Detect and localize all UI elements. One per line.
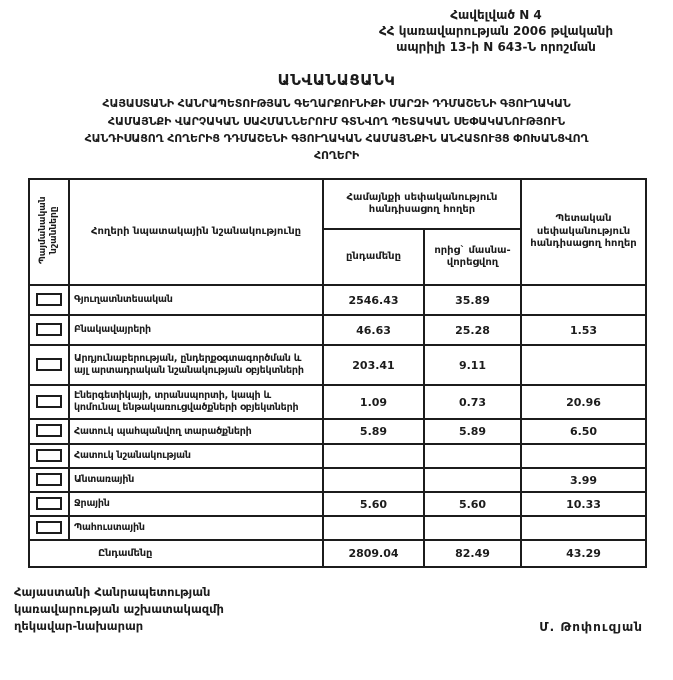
- value-privatized: [424, 516, 521, 540]
- table-row: [29, 492, 646, 516]
- value-state: 20.96: [521, 385, 646, 419]
- value-total: [323, 516, 424, 540]
- annex-reference: [331, 8, 661, 55]
- symbol-cell: [29, 385, 69, 419]
- header-symbols: [29, 179, 69, 286]
- legend-box: [36, 358, 62, 371]
- symbol-cell: [29, 315, 69, 345]
- row-label: Հատուկ նշանակության: [69, 444, 323, 468]
- header-community-group: Համայնքի սեփականություն հանդիսացող հողեր: [323, 179, 521, 230]
- symbol-cell: [29, 444, 69, 468]
- symbol-cell: [29, 516, 69, 540]
- total-row-label: Ընդամենը: [29, 540, 323, 567]
- value-state: [521, 516, 646, 540]
- value-privatized: 25.28: [424, 315, 521, 345]
- value-privatized: 5.60: [424, 492, 521, 516]
- table-row: [29, 468, 646, 492]
- row-label: Ջրային: [69, 492, 323, 516]
- value-state: 1.53: [521, 315, 646, 345]
- signature-name: Մ. Թոփուզյան: [539, 620, 643, 635]
- value-privatized: [424, 468, 521, 492]
- header-purpose: Հողերի նպատակային նշանակությունը: [69, 179, 323, 286]
- total-value-privatized: 82.49: [424, 540, 521, 567]
- subtitle-line: ՀԱՆԴԻՍԱՑՈՂ ՀՈՂԵՐԻՑ ԴԴՄԱՇԵՆԻ ԳՅՈՒՂԱԿԱՆ ՀԱՄԱՅՆՔԻՆ ԱՆՀԱՏՈՒՅՑ ՓՈԽԱՆՑՎՈՂ: [84, 131, 589, 145]
- table-row: [29, 385, 646, 419]
- document-footer: [0, 584, 673, 634]
- symbol-cell: [29, 345, 69, 385]
- value-state: 6.50: [521, 419, 646, 444]
- value-state: 10.33: [521, 492, 646, 516]
- legend-box: [36, 521, 62, 534]
- row-label: Գյուղատնտեսական: [69, 285, 323, 315]
- symbol-cell: [29, 419, 69, 444]
- table-total-row: [29, 540, 646, 567]
- row-label: Հատուկ պահպանվող տարածքների: [69, 419, 323, 444]
- table-row: [29, 419, 646, 444]
- symbol-cell: [29, 285, 69, 315]
- row-label: Պահուստային: [69, 516, 323, 540]
- row-label: Բնակավայրերի: [69, 315, 323, 345]
- table-row: [29, 444, 646, 468]
- value-total: 2546.43: [323, 285, 424, 315]
- value-state: [521, 345, 646, 385]
- value-total: [323, 468, 424, 492]
- subtitle-line: ՀԱՅԱՍՏԱՆԻ ՀԱՆՐԱՊԵՏՈՒԹՅԱՆ ԳԵՂԱՐՔՈՒՆԻՔԻ ՄԱՐԶԻ ԴԴՄԱՇԵՆԻ ԳՅՈՒՂԱԿԱՆ: [102, 97, 571, 111]
- row-label: Էներգետիկայի, տրանսպորտի, կապի և կոմունալ ենթակառուցվածքների օբյեկտների: [69, 385, 323, 419]
- subtitle-line: ՀՈՂԵՐԻ: [313, 148, 360, 162]
- value-privatized: 0.73: [424, 385, 521, 419]
- table-row: [29, 315, 646, 345]
- value-total: 203.41: [323, 345, 424, 385]
- signatory-line: Հայաստանի Հանրապետության: [14, 585, 211, 600]
- document-subtitle: [0, 95, 673, 163]
- value-total: 5.89: [323, 419, 424, 444]
- total-value-state: 43.29: [521, 540, 646, 567]
- annex-line: ապրիլի 13-ի N 643-Ն որոշման: [396, 39, 596, 54]
- legend-box: [36, 293, 62, 306]
- signatory-line: կառավարության աշխատակազմի: [14, 601, 224, 616]
- legend-box: [36, 473, 62, 486]
- header-state: Պետական սեփականություն հանդիսացող հողեր: [521, 179, 646, 286]
- header-privatized: որից` մասնա-վորեցվող: [424, 229, 521, 285]
- table-row: [29, 285, 646, 315]
- land-table: [28, 178, 647, 569]
- value-total: 46.63: [323, 315, 424, 345]
- row-label: Անտառային: [69, 468, 323, 492]
- page-title: ԱՆՎԱՆԱՑԱՆԿ: [277, 71, 396, 90]
- legend-box: [36, 323, 62, 336]
- table-row: [29, 345, 646, 385]
- annex-line: Հավելված N 4: [450, 8, 542, 22]
- symbol-cell: [29, 468, 69, 492]
- value-state: 3.99: [521, 468, 646, 492]
- legend-box: [36, 497, 62, 510]
- annex-line: ՀՀ կառավարության 2006 թվականի: [378, 23, 614, 38]
- legend-box: [36, 395, 62, 408]
- value-privatized: 35.89: [424, 285, 521, 315]
- table-row: [29, 516, 646, 540]
- value-privatized: 9.11: [424, 345, 521, 385]
- total-value-total: 2809.04: [323, 540, 424, 567]
- symbol-cell: [29, 492, 69, 516]
- subtitle-line: ՀԱՄԱՅՆՔԻ ՎԱՐՉԱԿԱՆ ՍԱՀՄԱՆՆԵՐՈՒՄ ԳՏՆՎՈՂ ՊԵՏԱԿԱՆ ՍԵՓԱԿԱՆՈՒԹՅՈՒՆ: [107, 114, 566, 128]
- signatory-title: [14, 584, 224, 634]
- value-privatized: [424, 444, 521, 468]
- value-total: [323, 444, 424, 468]
- header-symbols-label: Պայմանական նշանները: [38, 195, 59, 264]
- value-total: 1.09: [323, 385, 424, 419]
- row-label: Արդյունաբերության, ընդերքօգտագործման և այլ արտադրական նշանակության օբյեկտների: [69, 345, 323, 385]
- value-state: [521, 444, 646, 468]
- signatory-line: ղեկավար-նախարար: [14, 618, 144, 633]
- header-total: ընդամենը: [323, 229, 424, 285]
- value-privatized: 5.89: [424, 419, 521, 444]
- legend-box: [36, 424, 62, 437]
- value-total: 5.60: [323, 492, 424, 516]
- value-state: [521, 285, 646, 315]
- legend-box: [36, 449, 62, 462]
